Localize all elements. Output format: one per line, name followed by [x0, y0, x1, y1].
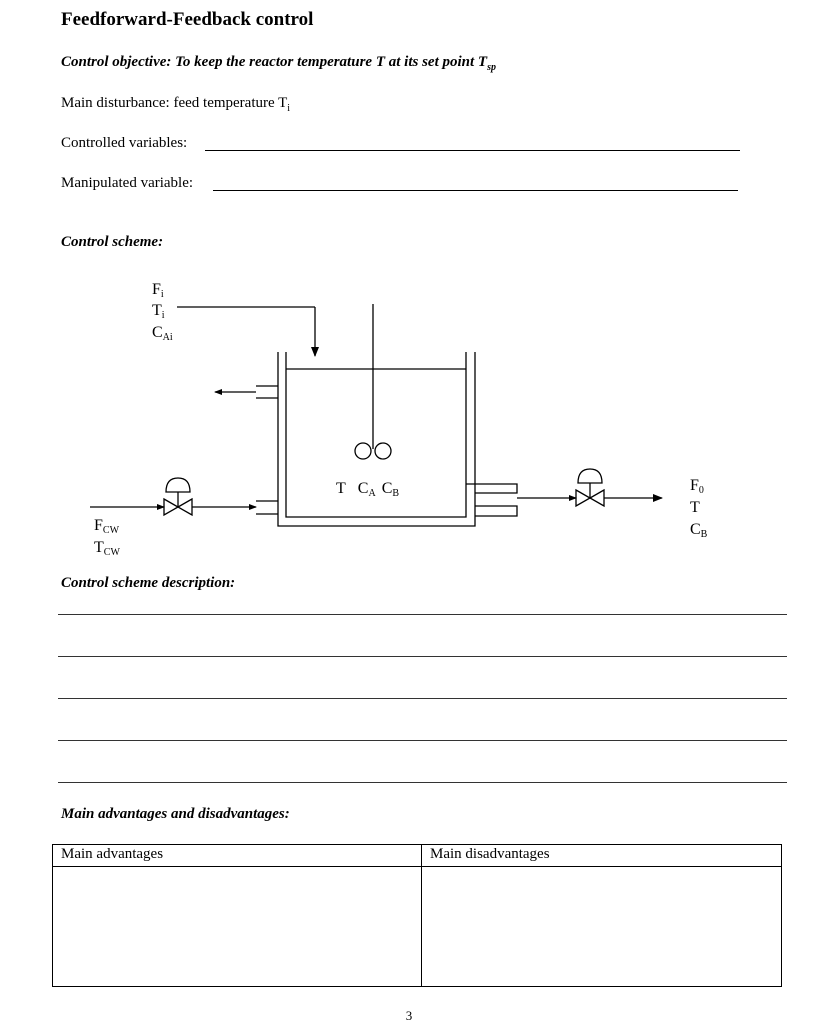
- jacket-outlet-nozzle: [256, 386, 278, 398]
- outlet-temp-label: T: [690, 499, 700, 516]
- jacket-drain-nozzle: [475, 506, 517, 516]
- reactor-vars-label: T CA CB: [336, 480, 400, 499]
- outlet-flow-label: F0: [690, 477, 704, 496]
- main-disturbance: [61, 95, 290, 114]
- advantages-cell[interactable]: [53, 867, 422, 987]
- manipulated-variable-label: Manipulated variable:: [61, 175, 194, 191]
- feed-conc-label: CAi: [152, 324, 173, 343]
- description-line-3[interactable]: [58, 698, 787, 699]
- disadvantages-column-header: Main disadvantages: [422, 845, 782, 867]
- impeller-right: [375, 443, 391, 459]
- coolant-flow-label: FCW: [94, 517, 120, 536]
- controlled-variables-blank[interactable]: [205, 150, 740, 151]
- advantages-table: [52, 844, 782, 987]
- jacket-inlet-nozzle: [256, 501, 278, 514]
- advantages-heading: Main advantages and disadvantages:: [61, 806, 290, 822]
- coolant-valve-actuator: [166, 478, 190, 492]
- advantages-column-header: Main advantages: [53, 845, 422, 867]
- scheme-description-heading: Control scheme description:: [61, 575, 236, 591]
- description-line-2[interactable]: [58, 656, 787, 657]
- control-objective: [61, 54, 496, 73]
- outlet-conc-label: CB: [690, 521, 708, 540]
- reactor-vessel: [286, 352, 466, 517]
- description-line-4[interactable]: [58, 740, 787, 741]
- control-objective-subscript: sp: [487, 62, 496, 73]
- impeller-left: [355, 443, 371, 459]
- outlet-pipe: [466, 484, 517, 493]
- feed-flow-label: Fi: [152, 281, 164, 300]
- main-disturbance-text: Main disturbance: feed temperature T: [61, 95, 288, 111]
- reactor-diagram: [0, 270, 818, 570]
- main-disturbance-subscript: i: [287, 103, 291, 114]
- controlled-variables-label: Controlled variables:: [61, 135, 188, 151]
- control-scheme-heading: Control scheme:: [61, 234, 164, 250]
- manipulated-variable-blank[interactable]: [213, 190, 738, 191]
- description-line-1[interactable]: [58, 614, 787, 615]
- feed-temp-label: Ti: [152, 302, 165, 321]
- page-number: 3: [405, 1008, 413, 1023]
- disadvantages-cell[interactable]: [422, 867, 782, 987]
- coolant-temp-label: TCW: [94, 539, 120, 558]
- control-objective-text: Control objective: To keep the reactor temperature T at its set point T: [61, 54, 488, 70]
- page-title: Feedforward-Feedback control: [61, 9, 314, 30]
- description-line-5[interactable]: [58, 782, 787, 783]
- outlet-valve-actuator: [578, 469, 602, 483]
- cooling-jacket: [278, 352, 475, 526]
